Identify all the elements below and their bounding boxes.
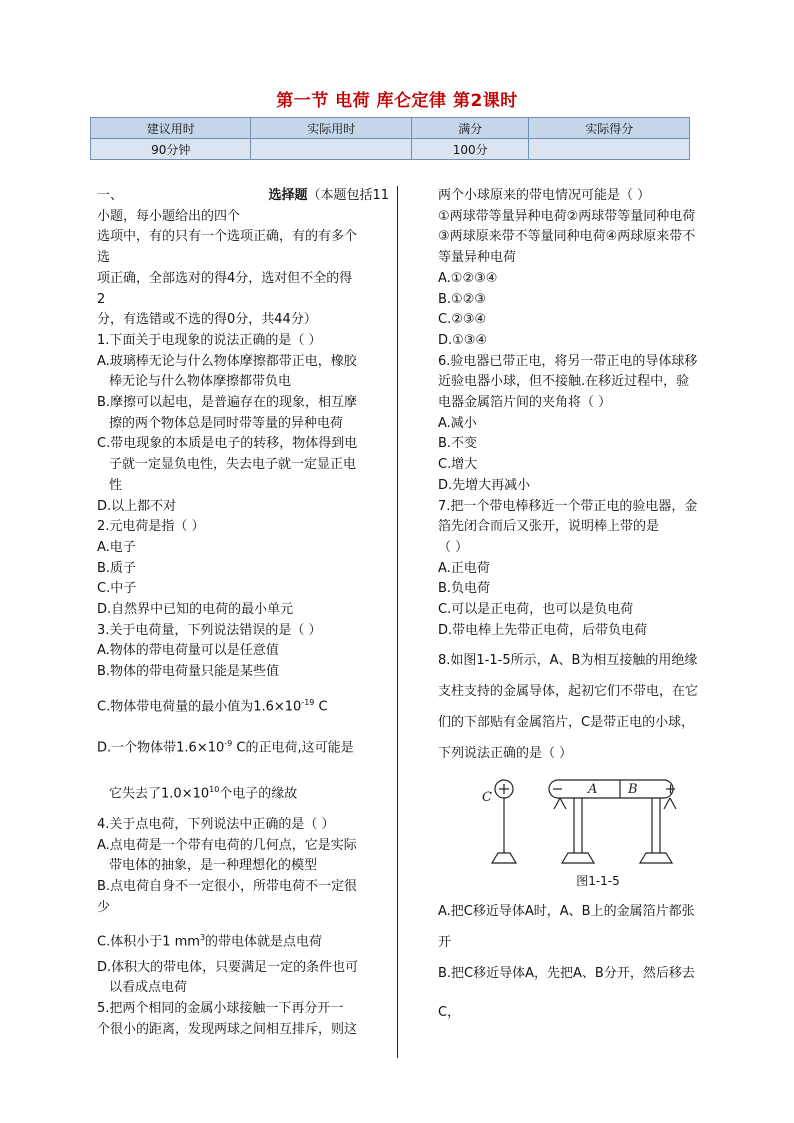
label-a: A <box>588 782 598 798</box>
score-table <box>90 117 690 160</box>
option: B.不变 <box>438 436 478 452</box>
question-5-cont: 个很小的距离，发现两球之间相互排斥，则这 <box>97 1021 358 1037</box>
section-title: 选择题 <box>268 188 308 203</box>
option: A.把C移近导体A时，A、B上的金属箔片都张 <box>438 904 695 920</box>
option-cont: 少 <box>97 899 111 915</box>
figure-1-1-5 <box>478 777 728 892</box>
question-2: 2.元电荷是指（ ） <box>97 519 205 535</box>
section-line: 2 <box>97 291 106 307</box>
option: B.点电荷自身不一定很小，所带电荷不一定很 <box>97 878 358 894</box>
option: B.负电荷 <box>438 581 491 597</box>
question-4: 4.关于点电荷，下列说法中正确的是（ ） <box>97 816 335 832</box>
question-7: 7.把一个带电棒移近一个带正电的验电器，金 <box>438 498 698 514</box>
option-cont: 性 <box>109 477 123 493</box>
option: C.可以是正电荷，也可以是负电荷 <box>438 602 634 618</box>
option-cont: 开 <box>438 935 452 951</box>
option: C.增大 <box>438 457 478 473</box>
header-actual-score: 实际得分 <box>529 118 690 139</box>
conductor-diagram <box>478 777 718 869</box>
question-8-cont: 支柱支持的金属导体，起初它们不带电，在它 <box>438 684 699 700</box>
option: D.体积大的带电体，只要满足一定的条件也可 <box>97 959 359 975</box>
question-3: 3.关于电荷量，下列说法错误的是（ ） <box>97 622 322 638</box>
option-cont: C， <box>438 1005 461 1021</box>
value-actual-time[interactable] <box>251 139 411 160</box>
question-6-cont: 电器金属箔片间的夹角将（ ） <box>438 395 612 411</box>
option: C.②③④ <box>438 312 487 328</box>
option: D.①③④ <box>438 332 488 348</box>
option: B.质子 <box>97 560 137 576</box>
score-table-header-row <box>91 118 690 139</box>
section-line: 分，有选错或不选的得0分，共44分） <box>97 312 317 328</box>
option-cont: 它失去了$1.0\times 10^{10}$个电子的缘故 <box>109 784 298 801</box>
question-8-cont: 下列说法正确的是（ ） <box>438 746 573 762</box>
label-c: C <box>482 790 492 806</box>
option-cont: 带电体的抽象，是一种理想化的模型 <box>109 858 318 874</box>
option: C.带电现象的本质是电子的转移，物体得到电 <box>97 436 358 452</box>
label-b: B <box>628 782 638 798</box>
option: B.①②③ <box>438 291 487 307</box>
option: C.体积小于1 $mm^3$的带电体就是点电荷 <box>97 933 323 950</box>
option: A.点电荷是一个带有电荷的几何点，它是实际 <box>97 837 357 853</box>
option: C.中子 <box>97 581 137 597</box>
option: A.电子 <box>97 539 136 555</box>
left-column <box>97 186 389 1041</box>
statement: 等量异种电荷 <box>438 250 517 266</box>
option: D.以上都不对 <box>97 498 177 514</box>
option-cont: 棒无论与什么物体摩擦都带负电 <box>109 374 292 390</box>
question-5: 5.把两个相同的金属小球接触一下再分开一 <box>97 1001 344 1017</box>
option: A.正电荷 <box>438 560 490 576</box>
option: B.把C移近导体A，先把A、B分开，然后移去 <box>438 966 695 982</box>
question-6-cont: 近验电器小球，但不接触.在移近过程中，验 <box>438 374 690 390</box>
header-suggested-time: 建议用时 <box>91 118 251 139</box>
section-line: 小题，每小题给出的四个 <box>97 208 241 224</box>
section-number: 一、 <box>97 188 124 203</box>
question-7-cont: （ ） <box>438 539 469 555</box>
value-actual-score[interactable] <box>529 139 690 160</box>
option-cont: 子就一定显负电性，失去电子就一定显正电 <box>109 457 357 473</box>
option: B.物体的带电荷量只能是某些值 <box>97 664 280 680</box>
section-line: 项正确，全部选对的得4分，选对但不全的得 <box>97 270 353 286</box>
conductor-ab <box>549 780 673 798</box>
option: A.玻璃棒无论与什么物体摩擦都带正电，橡胶 <box>97 353 357 369</box>
question-8-cont: 们的下部贴有金属箔片，C是带正电的小球， <box>438 715 695 731</box>
option: A.①②③④ <box>438 270 498 286</box>
page-title: 第一节 电荷 库仑定律 第2课时 <box>276 91 518 111</box>
question-8: 8.如图1-1-5所示，A、B为相互接触的用绝缘 <box>438 653 698 669</box>
section-line: 选项中，有的只有一个选项正确，有的有多个 <box>97 229 358 245</box>
header-full-score: 满分 <box>411 118 529 139</box>
question-6: 6.验电器已带正电，将另一带正电的导体球移 <box>438 353 698 369</box>
option: C.物体带电荷量的最小值为$1.6\times 10^{-19}$ C <box>97 697 328 715</box>
option: D.一个物体带$1.6\times 10^{-9}$ C的正电荷,这可能是 <box>97 739 354 756</box>
option: D.先增大再减小 <box>438 477 531 493</box>
option-cont: 以看成点电荷 <box>109 980 188 996</box>
header-actual-time: 实际用时 <box>251 118 411 139</box>
section-heading <box>97 186 389 207</box>
question-7-cont: 箔先闭合而后又张开，说明棒上带的是 <box>438 519 660 535</box>
statement: ③两球原来带不等量同种电荷④两球原来带不 <box>438 229 696 245</box>
option: B.摩擦可以起电，是普遍存在的现象，相互摩 <box>97 395 358 411</box>
option-cont: 擦的两个物体总是同时带等量的异种电荷 <box>109 415 344 431</box>
score-table-value-row <box>91 139 690 160</box>
right-column <box>438 186 728 1028</box>
value-suggested-time: 90分钟 <box>91 139 251 160</box>
value-full-score: 100分 <box>411 139 529 160</box>
option: D.带电棒上先带正电荷，后带负电荷 <box>438 622 648 638</box>
figure-caption: 图1-1-5 <box>576 874 620 889</box>
option: A.减小 <box>438 415 477 431</box>
column-divider <box>397 186 398 1058</box>
section-title-rest: （本题包括11 <box>307 188 389 203</box>
option: A.物体的带电荷量可以是任意值 <box>97 643 279 659</box>
question-1: 1.下面关于电现象的说法正确的是（ ） <box>97 332 322 348</box>
statement: ①两球带等量异种电荷②两球带等量同种电荷 <box>438 208 696 224</box>
section-line: 选 <box>97 250 111 266</box>
option: D.自然界中已知的电荷的最小单元 <box>97 602 294 618</box>
question-5-cont: 两个小球原来的带电情况可能是（ ） <box>438 188 651 203</box>
